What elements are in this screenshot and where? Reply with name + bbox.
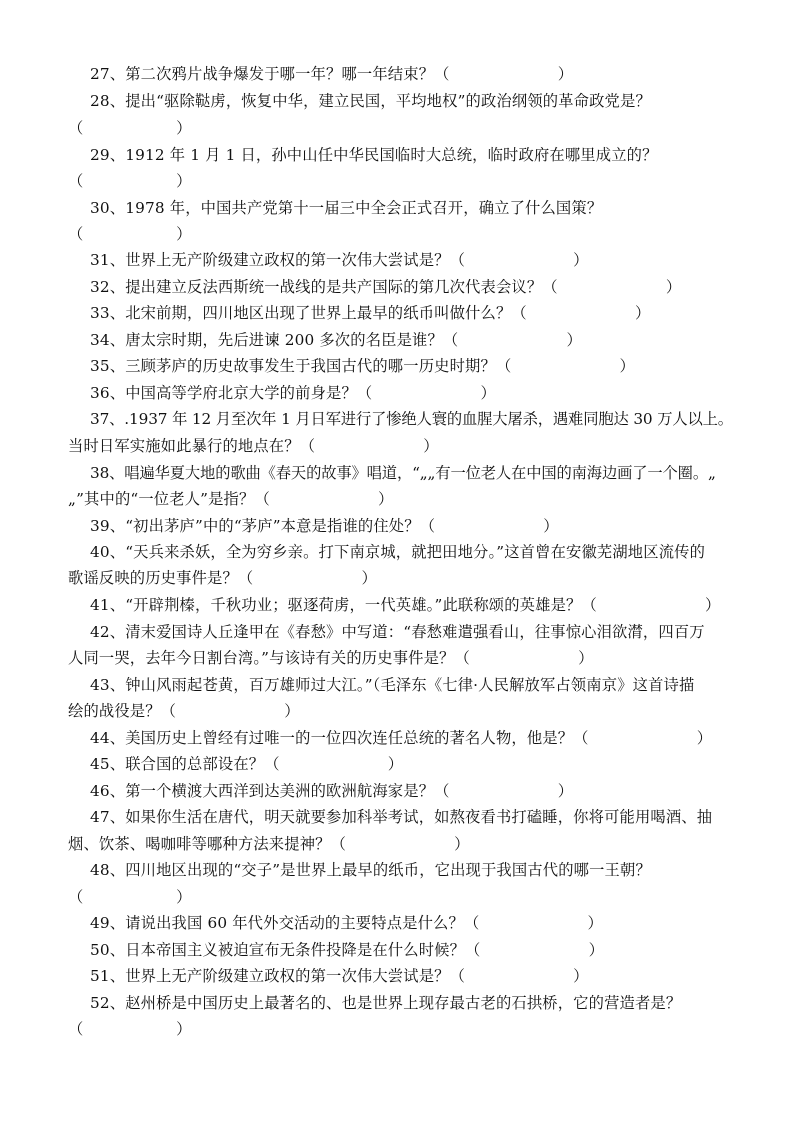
question-47: 47、如果你生活在唐代，明天就要参加科举考试，如熬夜看书打磕睡，你将可能用喝酒、抽	[90, 808, 713, 826]
question-42: 42、清末爱国诗人丘逢甲在《春愁》中写道：“春愁难遣强看山，往事惊心泪欲潸，四百万	[90, 623, 705, 641]
question-35: 35、三顾茅庐的历史故事发生于我国古代的哪一历史时期？（ ）	[90, 357, 635, 375]
question-49: 49、请说出我国 60 年代外交活动的主要特点是什么？（ ）	[90, 914, 603, 932]
answer-blank-29: （ ）	[68, 172, 192, 190]
question-37: 37、.1937 年 12 月至次年 1 月日军进行了惨绝人寰的血腥大屠杀，遇难同胞达 30 万人以上。	[90, 410, 733, 428]
question-40-continued: 歌谣反映的历史事件是？（ ）	[68, 569, 377, 587]
question-28: 28、提出“驱除鞑虏，恢复中华，建立民国，平均地权”的政治纲领的革命政党是？	[90, 92, 651, 110]
answer-blank-28: （ ）	[68, 119, 192, 137]
question-37-continued: 当时日军实施如此暴行的地点在？（ ）	[68, 437, 439, 455]
answer-blank-30: （ ）	[68, 225, 192, 243]
question-51: 51、世界上无产阶级建立政权的第一次伟大尝试是？（ ）	[90, 967, 589, 985]
question-45: 45、联合国的总部设在？（ ）	[90, 755, 404, 773]
question-47-continued: 烟、饮茶、喝咖啡等哪种方法来提神？（ ）	[68, 835, 470, 853]
question-40: 40、“天兵来杀妖，全为穷乡亲。打下南京城，就把田地分。”这首曾在安徽芜湖地区流传的	[90, 543, 706, 561]
question-41: 41、“开辟荆榛，千秋功业；驱逐荷虏，一代英雄。”此联称颂的英雄是？（ ）	[90, 596, 721, 614]
question-42-continued: 人同一哭，去年今日割台湾。”与该诗有关的历史事件是？（ ）	[68, 649, 594, 667]
question-52: 52、赵州桥是中国历史上最著名的、也是世界上现存最古老的石拱桥，它的营造者是？	[90, 994, 682, 1012]
answer-blank-52: （ ）	[68, 1020, 192, 1038]
question-48: 48、四川地区出现的“交子”是世界上最早的纸币，它出现于我国古代的哪一王朝？	[90, 861, 651, 879]
question-31: 31、世界上无产阶级建立政权的第一次伟大尝试是？（ ）	[90, 251, 589, 269]
question-43-continued: 绘的战役是？（ ）	[68, 702, 300, 720]
question-36: 36、中国高等学府北京大学的前身是？（ ）	[90, 384, 496, 402]
question-44: 44、美国历史上曾经有过唯一的一位四次连任总统的著名人物，他是？（ ）	[90, 729, 713, 747]
question-34: 34、唐太宗时期，先后进谏 200 多次的名臣是谁？（ ）	[90, 331, 582, 349]
answer-blank-48: （ ）	[68, 888, 192, 906]
question-46: 46、第一个横渡大西洋到达美洲的欧洲航海家是？（ ）	[90, 782, 574, 800]
question-39: 39、“初出茅庐”中的“茅庐”本意是指谁的住处？（ ）	[90, 517, 559, 535]
question-32: 32、提出建立反法西斯统一战线的是共产国际的第几次代表会议？（ ）	[90, 278, 682, 296]
question-29: 29、1912 年 1 月 1 日，孙中山任中华民国临时大总统，临时政府在哪里成立的？	[90, 146, 658, 164]
question-33: 33、北宋前期，四川地区出现了世界上最早的纸币叫做什么？（ ）	[90, 304, 651, 322]
question-30: 30、1978 年，中国共产党第十一届三中全会正式召开，确立了什么国策？	[90, 199, 603, 217]
question-27: 27、第二次鸦片战争爆发于哪一年？哪一年结束？（ ）	[90, 65, 574, 83]
question-50: 50、日本帝国主义被迫宣布无条件投降是在什么时候？（ ）	[90, 941, 605, 959]
question-38: 38、唱遍华夏大地的歌曲《春天的故事》唱道，“„„有一位老人在中国的南海边画了一个圈。„	[90, 464, 716, 482]
question-38-continued: „”其中的“一位老人”是指？（ ）	[68, 490, 394, 508]
question-43: 43、钟山风雨起苍黄，百万雄师过大江。”（毛泽东《七律·人民解放军占领南京》这首诗描	[90, 676, 695, 694]
